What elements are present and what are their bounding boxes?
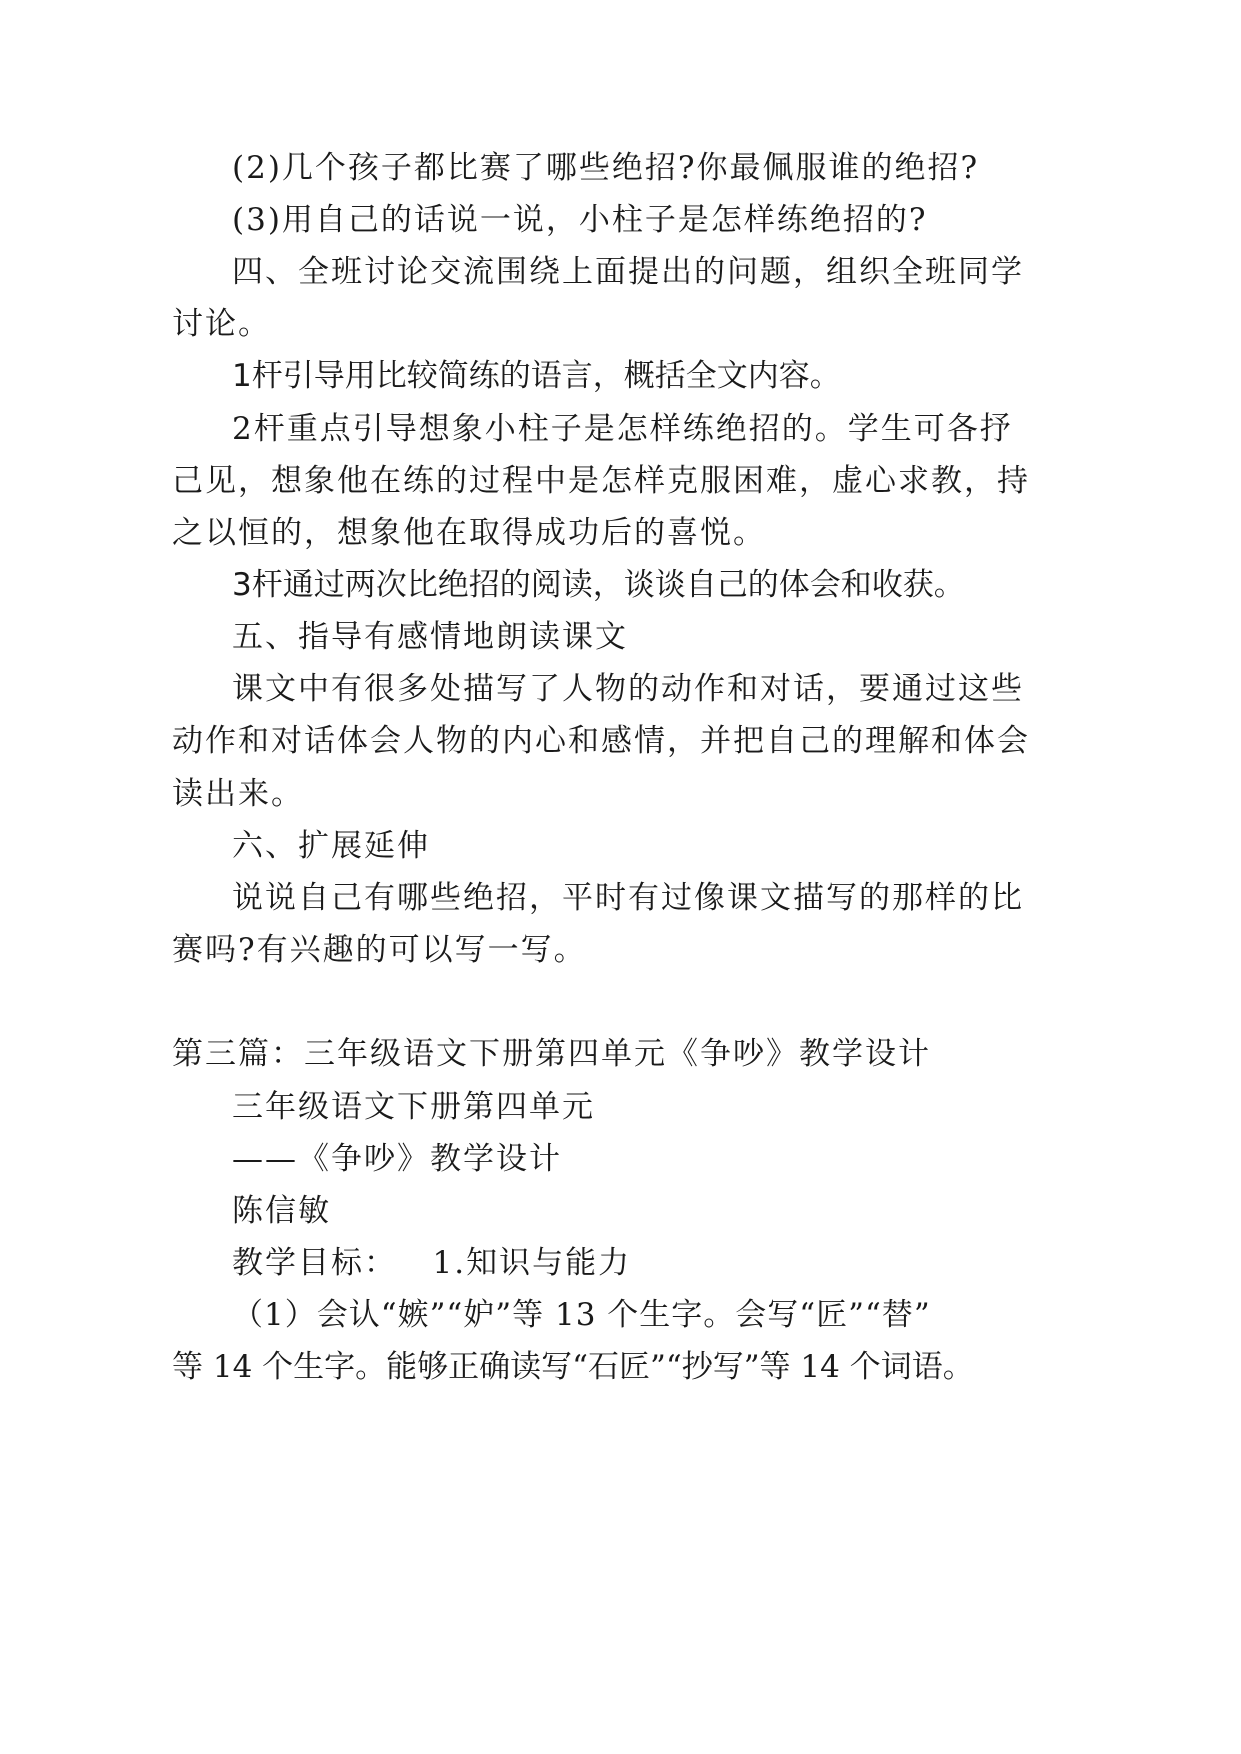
paragraph-line: 等 14 个生字。能够正确读写“石匠”“抄写”等 14 个词语。 [172,1349,974,1385]
paragraph-line: 读出来。 [172,776,304,812]
paragraph-line: 己见，想象他在练的过程中是怎样克服困难，虚心求教，持 [172,463,1030,499]
paragraph-line: (3)用自己的话说一说，小柱子是怎样练绝招的? [232,202,928,238]
paragraph-line: 课文中有很多处描写了人物的动作和对话，要通过这些 [232,671,1024,707]
section-heading-6: 六、扩展延伸 [232,828,430,864]
paragraph-line: 3杆通过两次比绝招的阅读，谈谈自己的体会和收获。 [232,567,965,603]
paragraph-line: 之以恒的，想象他在取得成功后的喜悦。 [172,515,766,551]
section-heading-5: 五、指导有感情地朗读课文 [232,619,628,655]
section-heading-4: 四、全班讨论交流围绕上面提出的问题，组织全班同学 [232,254,1024,290]
paragraph-line: 2杆重点引导想象小柱子是怎样练绝招的。学生可各抒 [232,411,1013,447]
paragraph-line: (2)几个孩子都比赛了哪些绝招?你最佩服谁的绝招? [232,150,980,186]
paragraph-line: 赛吗?有兴趣的可以写一写。 [172,932,587,968]
paragraph-line: 1杆引导用比较简练的语言，概括全文内容。 [232,358,841,394]
paragraph-line: 动作和对话体会人物的内心和感情，并把自己的理解和体会 [172,723,1030,759]
chapter-title: 第三篇：三年级语文下册第四单元《争吵》教学设计 [172,1036,931,1072]
subtitle-line: ——《争吵》教学设计 [232,1141,562,1177]
author-name: 陈信敏 [232,1193,331,1229]
paragraph-line: 说说自己有哪些绝招，平时有过像课文描写的那样的比 [232,880,1024,916]
objectives-heading: 教学目标： 1.知识与能力 [232,1245,632,1281]
paragraph-line: （1）会认“嫉”“妒”等 13 个生字。会写“匠”“替” [232,1297,931,1333]
subtitle-line: 三年级语文下册第四单元 [232,1089,595,1125]
paragraph-line: 讨论。 [172,306,271,342]
